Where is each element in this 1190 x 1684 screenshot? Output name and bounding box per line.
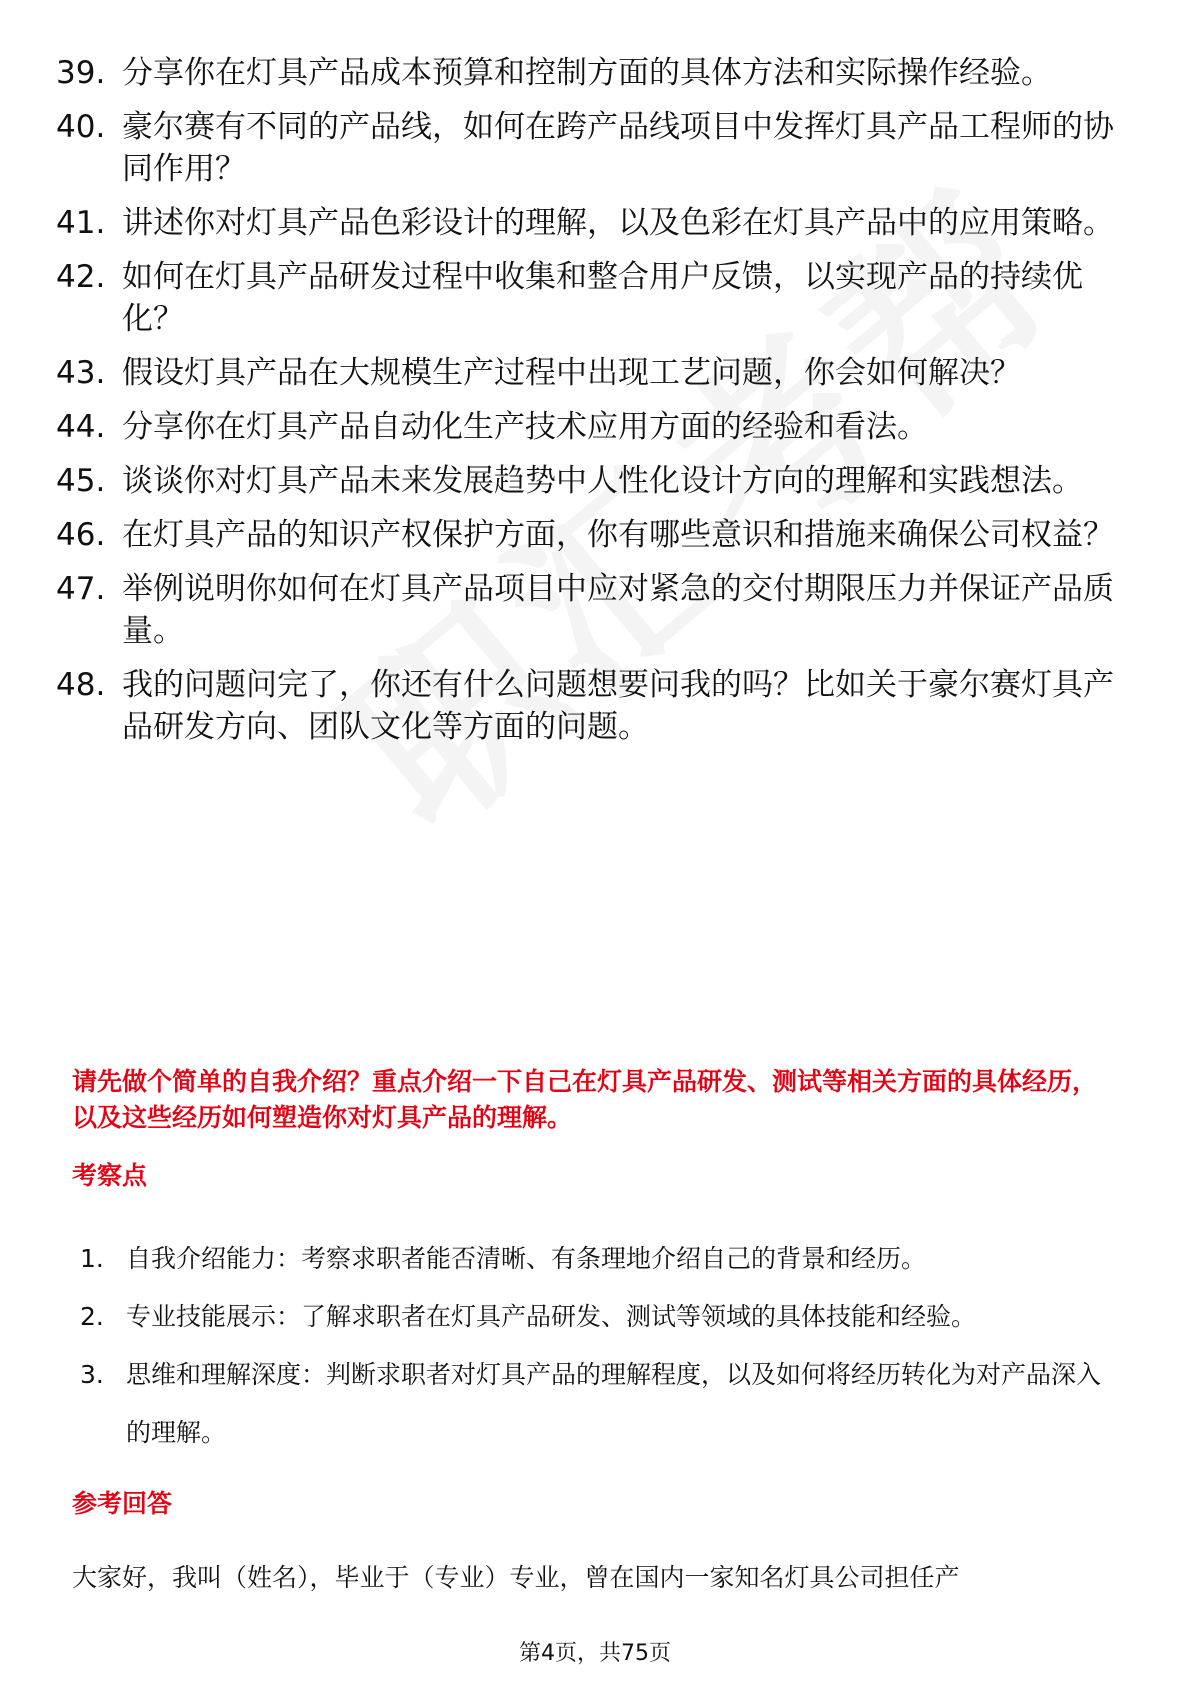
answer-paragraph: 大家好，我叫（姓名），毕业于（专业）专业，曾在国内一家知名灯具公司担任产 bbox=[72, 1563, 960, 1592]
question-number: 40. bbox=[56, 109, 106, 145]
question-text: 分享你在灯具产品自动化生产技术应用方面的经验和看法。 bbox=[122, 409, 928, 445]
point-item bbox=[80, 1346, 1120, 1462]
point-text: 专业技能展示：了解求职者在灯具产品研发、测试等领域的具体技能和经验。 bbox=[126, 1302, 977, 1331]
question-number: 39. bbox=[56, 55, 106, 91]
point-item bbox=[80, 1288, 1120, 1346]
question-item bbox=[56, 52, 1116, 94]
question-text: 分享你在灯具产品成本预算和控制方面的具体方法和实际操作经验。 bbox=[122, 55, 1052, 91]
question-item bbox=[56, 568, 1116, 652]
question-number: 48. bbox=[56, 667, 106, 703]
question-item bbox=[56, 256, 1116, 340]
points-list bbox=[80, 1230, 1120, 1462]
section-title-answer: 参考回答 bbox=[72, 1489, 173, 1518]
question-text: 如何在灯具产品研发过程中收集和整合用户反馈，以实现产品的持续优化？ bbox=[122, 259, 1083, 337]
question-text: 谈谈你对灯具产品未来发展趋势中人性化设计方向的理解和实践想法。 bbox=[122, 463, 1083, 499]
question-text: 我的问题问完了，你还有什么问题想要问我的吗？比如关于豪尔赛灯具产品研发方向、团队文化等方面的问题。 bbox=[122, 667, 1114, 745]
question-item bbox=[56, 664, 1116, 748]
question-item bbox=[56, 460, 1116, 502]
question-text: 假设灯具产品在大规模生产过程中出现工艺问题，你会如何解决？ bbox=[122, 355, 1021, 391]
question-item bbox=[56, 514, 1116, 556]
question-list bbox=[56, 52, 1116, 760]
question-number: 44. bbox=[56, 409, 106, 445]
section-title-points: 考察点 bbox=[72, 1161, 148, 1190]
question-text: 讲述你对灯具产品色彩设计的理解，以及色彩在灯具产品中的应用策略。 bbox=[122, 205, 1114, 241]
question-text: 在灯具产品的知识产权保护方面，你有哪些意识和措施来确保公司权益？ bbox=[122, 517, 1114, 553]
question-number: 46. bbox=[56, 517, 106, 553]
question-item bbox=[56, 202, 1116, 244]
point-item bbox=[80, 1230, 1120, 1288]
point-number: 1. bbox=[80, 1244, 104, 1273]
point-number: 3. bbox=[80, 1360, 104, 1389]
question-number: 41. bbox=[56, 205, 106, 241]
intro-question: 请先做个简单的自我介绍？重点介绍一下自己在灯具产品研发、测试等相关方面的具体经历，以及这些经历如何塑造你对灯具产品的理解。 bbox=[72, 1067, 1098, 1132]
question-number: 43. bbox=[56, 355, 106, 391]
question-text: 举例说明你如何在灯具产品项目中应对紧急的交付期限压力并保证产品质量。 bbox=[122, 571, 1114, 649]
page-footer: 第4页，共75页 bbox=[519, 1641, 671, 1666]
question-number: 42. bbox=[56, 259, 106, 295]
point-text: 思维和理解深度：判断求职者对灯具产品的理解程度，以及如何将经历转化为对产品深入的理解。 bbox=[126, 1360, 1102, 1447]
question-text: 豪尔赛有不同的产品线，如何在跨产品线项目中发挥灯具产品工程师的协同作用？ bbox=[122, 109, 1114, 187]
point-number: 2. bbox=[80, 1302, 104, 1331]
question-item bbox=[56, 352, 1116, 394]
question-item bbox=[56, 406, 1116, 448]
point-text: 自我介绍能力：考察求职者能否清晰、有条理地介绍自己的背景和经历。 bbox=[126, 1244, 927, 1273]
question-number: 45. bbox=[56, 463, 106, 499]
question-item bbox=[56, 106, 1116, 190]
question-number: 47. bbox=[56, 571, 106, 607]
